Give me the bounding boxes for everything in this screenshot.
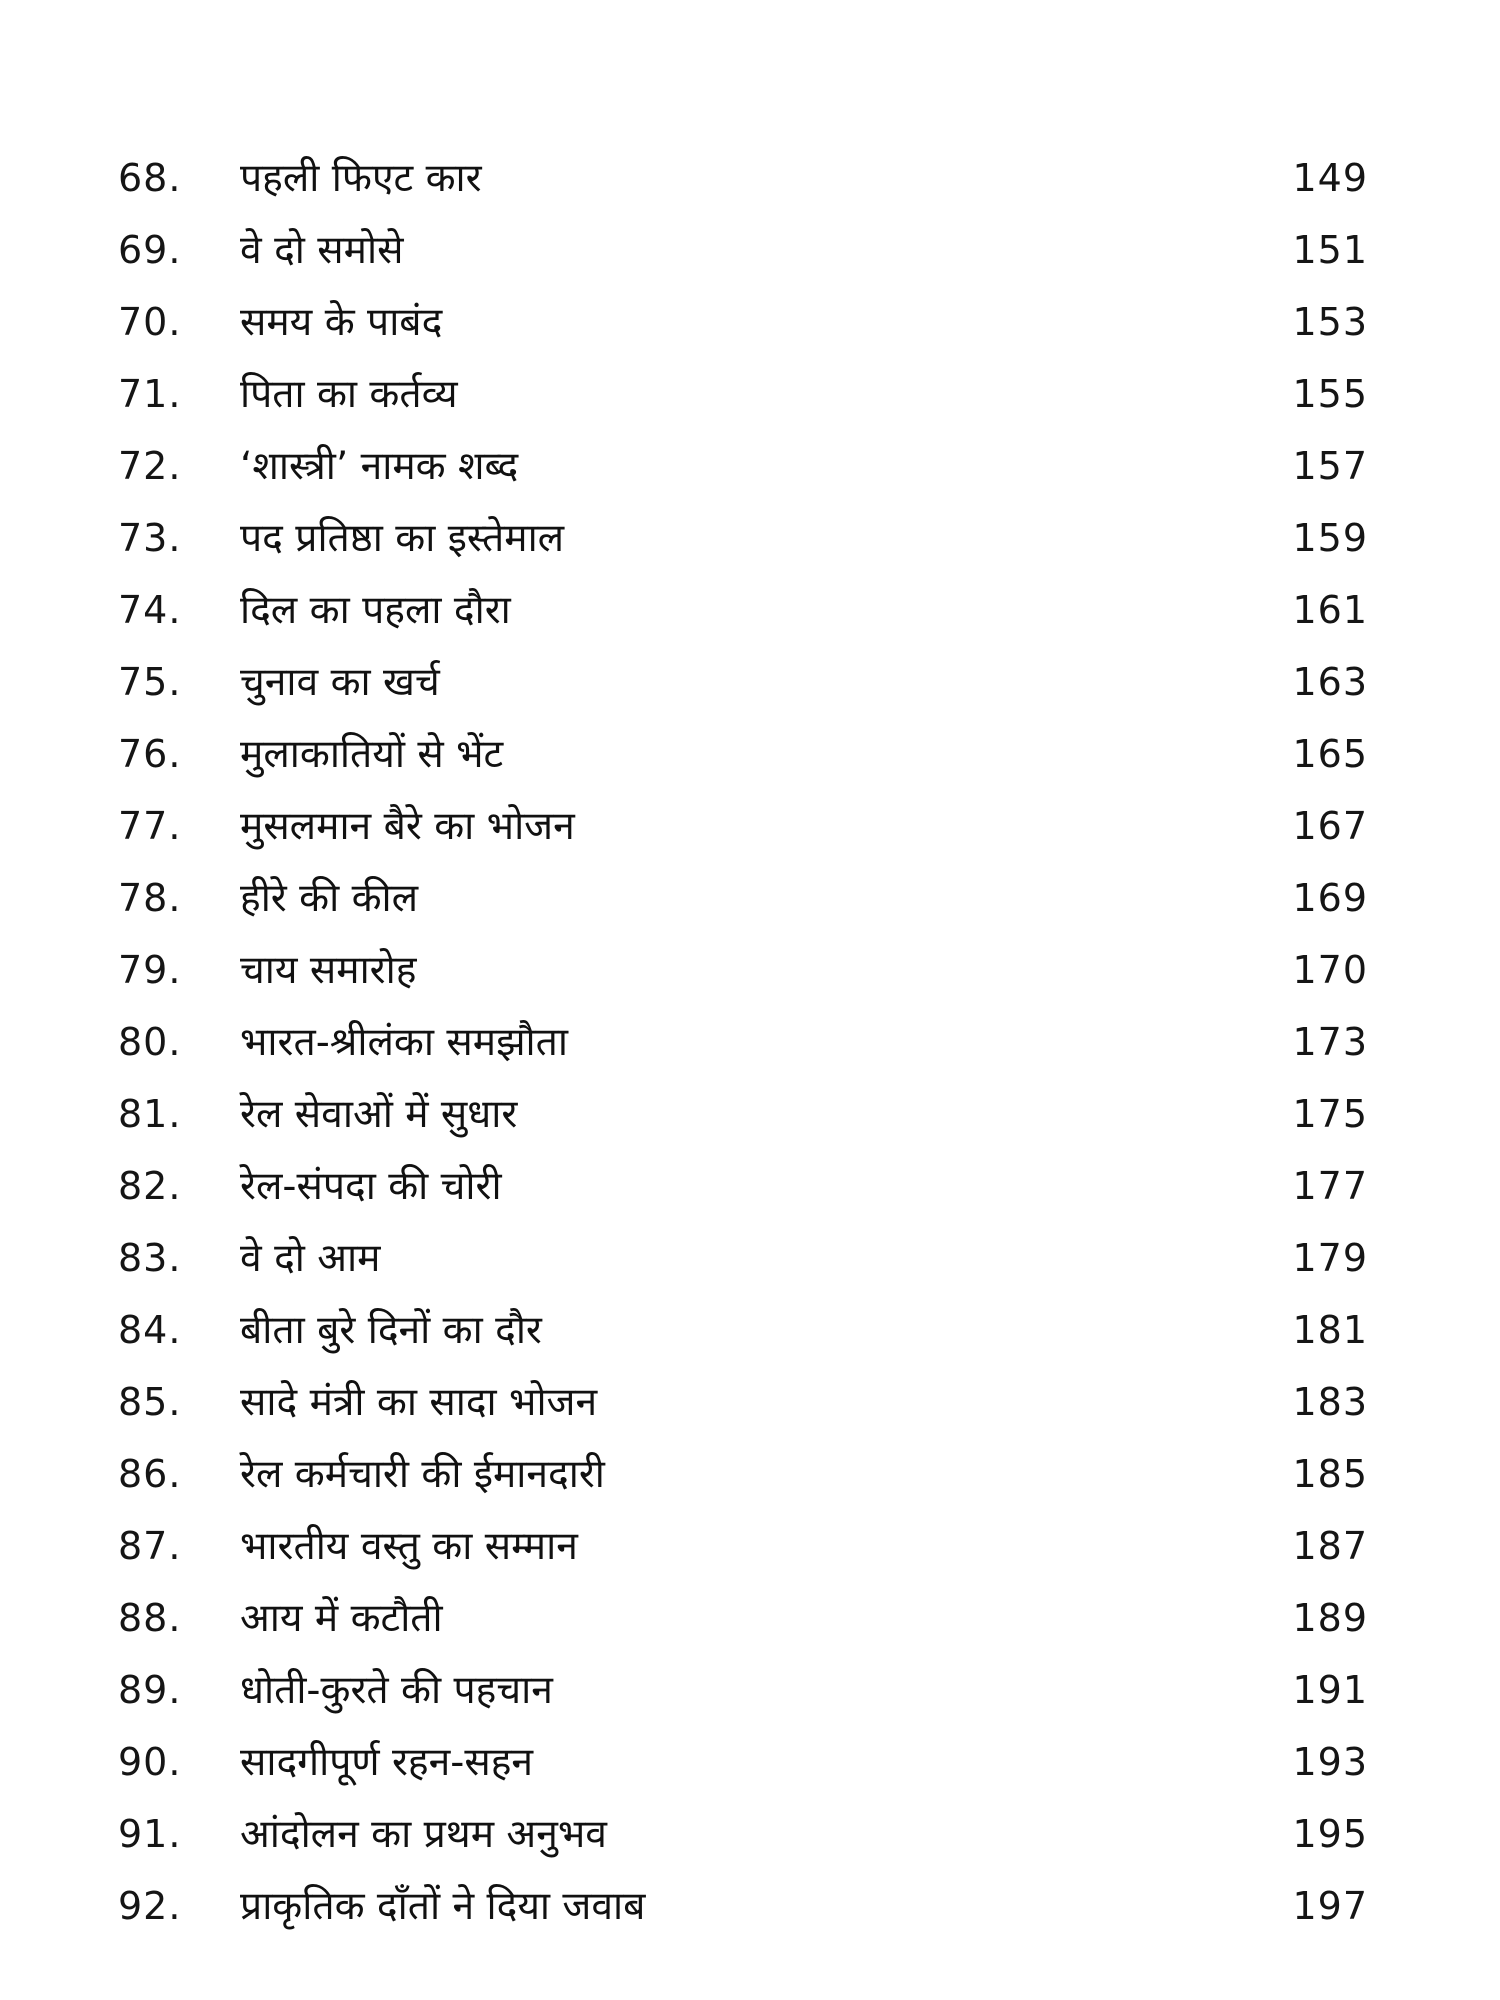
toc-entry	[118, 214, 1368, 286]
entry-number: 79.	[118, 948, 182, 992]
entry-number: 68.	[118, 156, 182, 200]
entry-title: वे दो आम	[240, 1235, 381, 1281]
toc-entry	[118, 1798, 1368, 1870]
entry-number: 85.	[118, 1380, 182, 1424]
entry-page-number: 170	[1292, 948, 1368, 992]
toc-entry	[118, 1654, 1368, 1726]
toc-entry	[118, 1510, 1368, 1582]
entry-page-number: 153	[1292, 300, 1368, 344]
entry-title: आंदोलन का प्रथम अनुभव	[240, 1811, 607, 1857]
toc-entry	[118, 502, 1368, 574]
entry-number: 90.	[118, 1740, 182, 1784]
toc-entry	[118, 1222, 1368, 1294]
entry-number: 74.	[118, 588, 182, 632]
entry-title: समय के पाबंद	[240, 299, 443, 345]
entry-page-number: 185	[1292, 1452, 1368, 1496]
entry-title: प्राकृतिक दाँतों ने दिया जवाब	[240, 1883, 646, 1929]
entry-title: मुसलमान बैरे का भोजन	[240, 803, 575, 849]
toc-entry	[118, 1438, 1368, 1510]
entry-title: पिता का कर्तव्य	[240, 371, 458, 417]
entry-page-number: 161	[1292, 588, 1368, 632]
entry-page-number: 151	[1292, 228, 1368, 272]
entry-number: 72.	[118, 444, 182, 488]
toc-entry	[118, 1078, 1368, 1150]
entry-title: रेल-संपदा की चोरी	[240, 1163, 502, 1209]
entry-page-number: 163	[1292, 660, 1368, 704]
entry-page-number: 191	[1292, 1668, 1368, 1712]
toc-entry	[118, 358, 1368, 430]
entry-title: वे दो समोसे	[240, 227, 404, 273]
entry-page-number: 149	[1292, 156, 1368, 200]
entry-title: आय में कटौती	[240, 1595, 443, 1641]
entry-number: 69.	[118, 228, 182, 272]
entry-number: 83.	[118, 1236, 182, 1280]
entry-title: बीता बुरे दिनों का दौर	[240, 1307, 542, 1353]
entry-page-number: 195	[1292, 1812, 1368, 1856]
entry-title: रेल सेवाओं में सुधार	[240, 1091, 518, 1137]
entry-number: 92.	[118, 1884, 182, 1928]
entry-page-number: 179	[1292, 1236, 1368, 1280]
entry-number: 81.	[118, 1092, 182, 1136]
table-of-contents	[118, 142, 1368, 1942]
entry-number: 91.	[118, 1812, 182, 1856]
entry-page-number: 165	[1292, 732, 1368, 776]
entry-page-number: 175	[1292, 1092, 1368, 1136]
entry-number: 70.	[118, 300, 182, 344]
entry-page-number: 155	[1292, 372, 1368, 416]
entry-page-number: 187	[1292, 1524, 1368, 1568]
entry-page-number: 177	[1292, 1164, 1368, 1208]
toc-entry	[118, 862, 1368, 934]
toc-entry	[118, 646, 1368, 718]
entry-title: ‘शास्त्री’ नामक शब्द	[240, 443, 519, 489]
entry-number: 87.	[118, 1524, 182, 1568]
entry-number: 76.	[118, 732, 182, 776]
entry-page-number: 197	[1292, 1884, 1368, 1928]
toc-entry	[118, 790, 1368, 862]
entry-title: रेल कर्मचारी की ईमानदारी	[240, 1451, 605, 1497]
toc-entry	[118, 430, 1368, 502]
entry-number: 77.	[118, 804, 182, 848]
toc-entry	[118, 1150, 1368, 1222]
entry-page-number: 157	[1292, 444, 1368, 488]
toc-entry	[118, 718, 1368, 790]
toc-entry	[118, 286, 1368, 358]
entry-page-number: 169	[1292, 876, 1368, 920]
entry-page-number: 193	[1292, 1740, 1368, 1784]
entry-title: हीरे की कील	[240, 875, 419, 921]
toc-entry	[118, 934, 1368, 1006]
entry-number: 71.	[118, 372, 182, 416]
entry-page-number: 167	[1292, 804, 1368, 848]
entry-title: धोती-कुरते की पहचान	[240, 1667, 553, 1713]
toc-entry	[118, 142, 1368, 214]
toc-entry	[118, 1294, 1368, 1366]
toc-entry	[118, 1006, 1368, 1078]
entry-title: दिल का पहला दौरा	[240, 587, 511, 633]
entry-title: पद प्रतिष्ठा का इस्तेमाल	[240, 515, 565, 561]
entry-title: भारतीय वस्तु का सम्मान	[240, 1523, 578, 1569]
entry-title: चाय समारोह	[240, 947, 417, 993]
entry-number: 89.	[118, 1668, 182, 1712]
entry-number: 73.	[118, 516, 182, 560]
toc-entry	[118, 1726, 1368, 1798]
entry-title: भारत-श्रीलंका समझौता	[240, 1019, 568, 1065]
entry-title: पहली फिएट कार	[240, 155, 482, 201]
entry-page-number: 183	[1292, 1380, 1368, 1424]
entry-page-number: 173	[1292, 1020, 1368, 1064]
entry-page-number: 181	[1292, 1308, 1368, 1352]
entry-number: 84.	[118, 1308, 182, 1352]
entry-number: 80.	[118, 1020, 182, 1064]
toc-entry	[118, 574, 1368, 646]
entry-number: 82.	[118, 1164, 182, 1208]
entry-page-number: 189	[1292, 1596, 1368, 1640]
entry-number: 88.	[118, 1596, 182, 1640]
toc-entry	[118, 1366, 1368, 1438]
entry-title: सादगीपूर्ण रहन-सहन	[240, 1739, 534, 1785]
entry-number: 86.	[118, 1452, 182, 1496]
toc-entry	[118, 1870, 1368, 1942]
entry-title: सादे मंत्री का सादा भोजन	[240, 1379, 598, 1425]
entry-number: 75.	[118, 660, 182, 704]
entry-page-number: 159	[1292, 516, 1368, 560]
toc-entry	[118, 1582, 1368, 1654]
entry-title: मुलाकातियों से भेंट	[240, 731, 504, 777]
entry-title: चुनाव का खर्च	[240, 659, 440, 705]
entry-number: 78.	[118, 876, 182, 920]
